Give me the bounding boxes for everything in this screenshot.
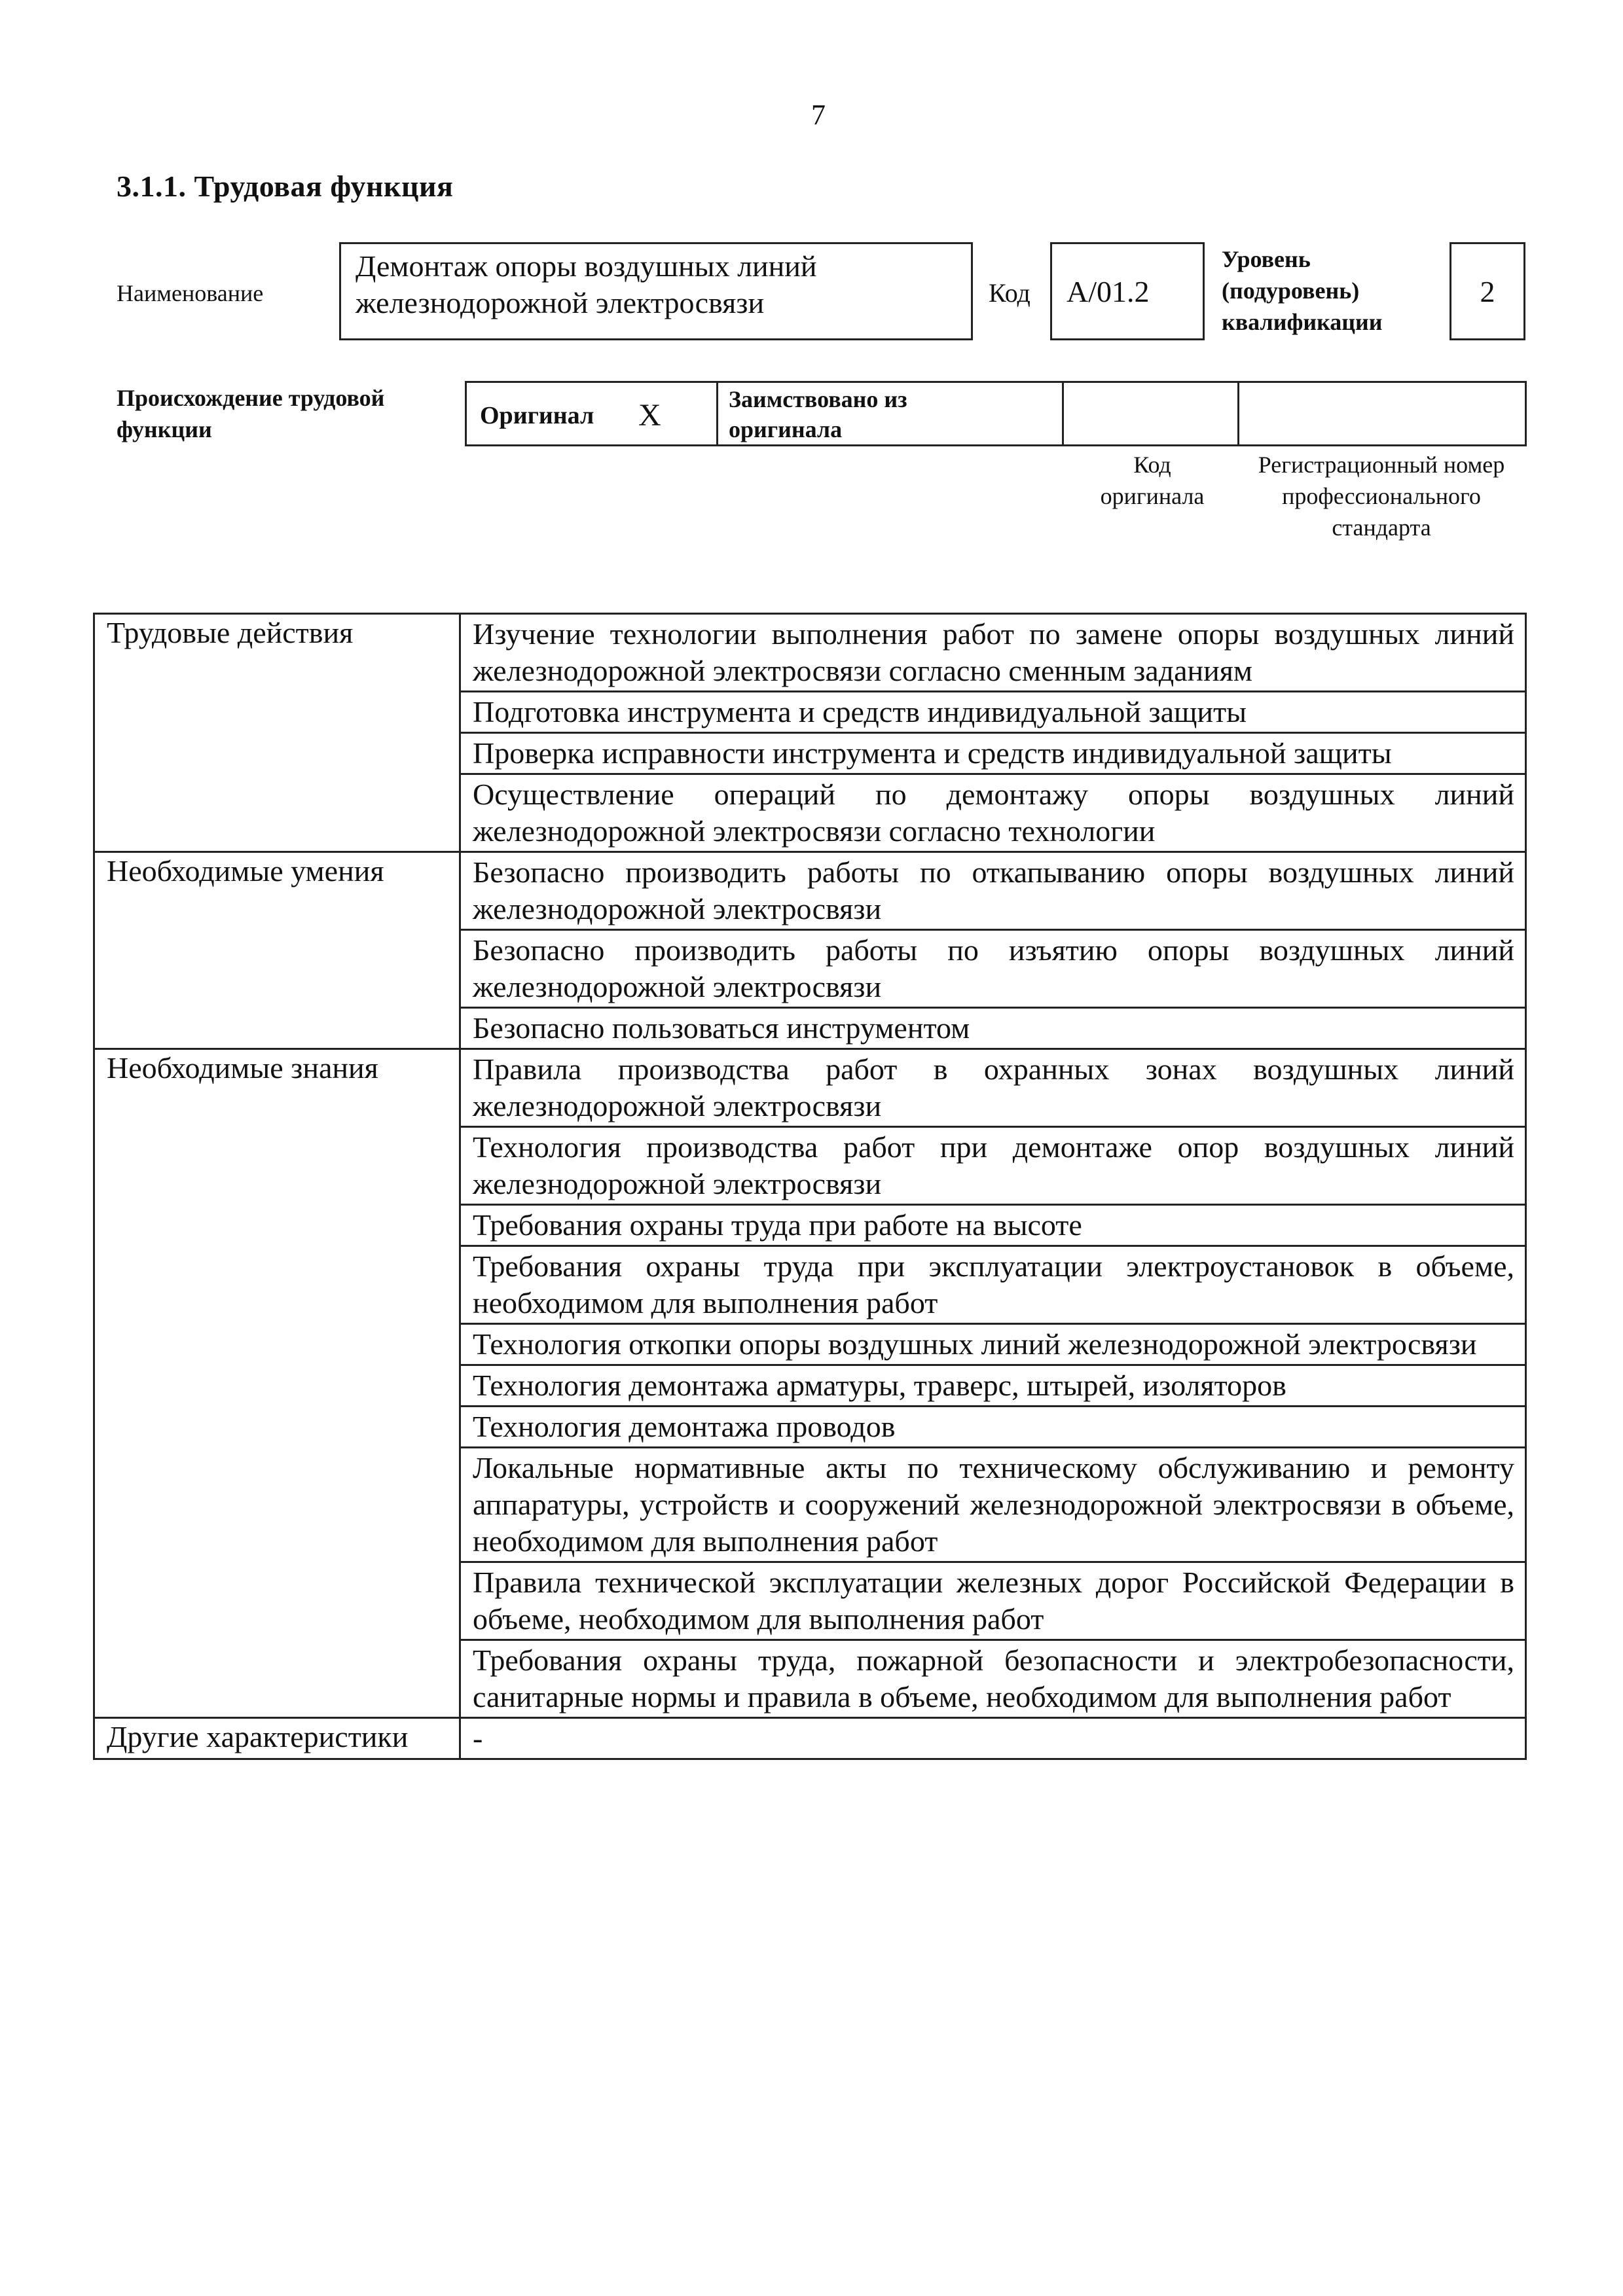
section-title: 3.1.1. Трудовая функция	[117, 170, 454, 203]
page-number: 7	[811, 99, 826, 131]
skill-item: Безопасно производить работы по откапыванию опоры воздушных линий железнодорожной электросвязи	[460, 852, 1526, 930]
qualification-level-box: 2	[1450, 242, 1525, 340]
knowledge-label: Необходимые знания	[94, 1049, 460, 1718]
labor-action-item: Изучение технологии выполнения работ по замене опоры воздушных линий железнодорожной электросвязи согласно сменным заданиям	[460, 614, 1526, 692]
knowledge-item: Технология производства работ при демонтаже опор воздушных линий железнодорожной электросвязи	[460, 1127, 1526, 1205]
origin-cell-reg-number	[1239, 383, 1525, 444]
table-row	[94, 614, 1526, 692]
knowledge-item: Требования охраны труда при эксплуатации электроустановок в объеме, необходимом для выполнения работ	[460, 1246, 1526, 1324]
original-label: Оригинал	[480, 402, 594, 429]
origin-table	[465, 381, 1527, 446]
function-details-table	[93, 613, 1527, 1760]
labor-action-item: Подготовка инструмента и средств индивидуальной защиты	[460, 692, 1526, 733]
labor-actions-label: Трудовые действия	[94, 614, 460, 852]
origin-label	[117, 382, 444, 445]
table-row	[94, 1049, 1526, 1127]
knowledge-item: Технология демонтажа арматуры, траверс, штырей, изоляторов	[460, 1365, 1526, 1407]
skill-item: Безопасно пользоваться инструментом	[460, 1008, 1526, 1049]
borrowed-label: Заимствовано из оригинала	[729, 386, 907, 442]
code-original-caption	[1054, 449, 1250, 512]
knowledge-item: Технология демонтажа проводов	[460, 1407, 1526, 1448]
table-row	[94, 1718, 1526, 1759]
knowledge-item: Требования охраны труда при работе на высоте	[460, 1205, 1526, 1246]
knowledge-item: Локальные нормативные акты по техническому обслуживанию и ремонту аппаратуры, устройств и сооружений железнодорожной электросвязи в объеме, необходимом для выполнения работ	[460, 1448, 1526, 1562]
origin-label-text: Происхождение трудовой функции	[117, 385, 385, 442]
knowledge-item: Правила производства работ в охранных зонах воздушных линий железнодорожной электросвязи	[460, 1049, 1526, 1127]
skills-label: Необходимые умения	[94, 852, 460, 1049]
qualification-level-label	[1222, 243, 1418, 338]
origin-cell-code	[1064, 383, 1239, 444]
name-label: Наименование	[117, 280, 264, 306]
reg-number-caption-text: Регистрационный номер профессионального стандарта	[1258, 452, 1505, 541]
function-code-box: A/01.2	[1050, 242, 1205, 340]
origin-cell-borrowed	[718, 383, 1064, 444]
knowledge-item: Требования охраны труда, пожарной безопасности и электробезопасности, санитарные нормы и правила в объеме, необходимом для выполнения работ	[460, 1640, 1526, 1718]
function-name-box: Демонтаж опоры воздушных линий железнодорожной электросвязи	[339, 242, 973, 340]
code-label: Код	[989, 278, 1030, 308]
labor-action-item: Проверка исправности инструмента и средств индивидуальной защиты	[460, 733, 1526, 774]
code-original-caption-text: Код оригинала	[1100, 452, 1205, 509]
knowledge-item: Правила технической эксплуатации железных дорог Российской Федерации в объеме, необходимом для выполнения работ	[460, 1562, 1526, 1640]
original-mark: X	[638, 398, 661, 433]
knowledge-item: Технология откопки опоры воздушных линий железнодорожной электросвязи	[460, 1324, 1526, 1365]
origin-cell-original	[467, 383, 718, 444]
other-characteristics-label: Другие характеристики	[94, 1718, 460, 1759]
skill-item: Безопасно производить работы по изъятию опоры воздушных линий железнодорожной электросвязи	[460, 930, 1526, 1008]
reg-number-caption	[1237, 449, 1525, 543]
other-characteristics-value: -	[460, 1718, 1526, 1759]
labor-action-item: Осуществление операций по демонтажу опоры воздушных линий железнодорожной электросвязи согласно технологии	[460, 774, 1526, 852]
qualification-level-label-text: Уровень (подуровень) квалификации	[1222, 246, 1383, 335]
table-row	[94, 852, 1526, 930]
